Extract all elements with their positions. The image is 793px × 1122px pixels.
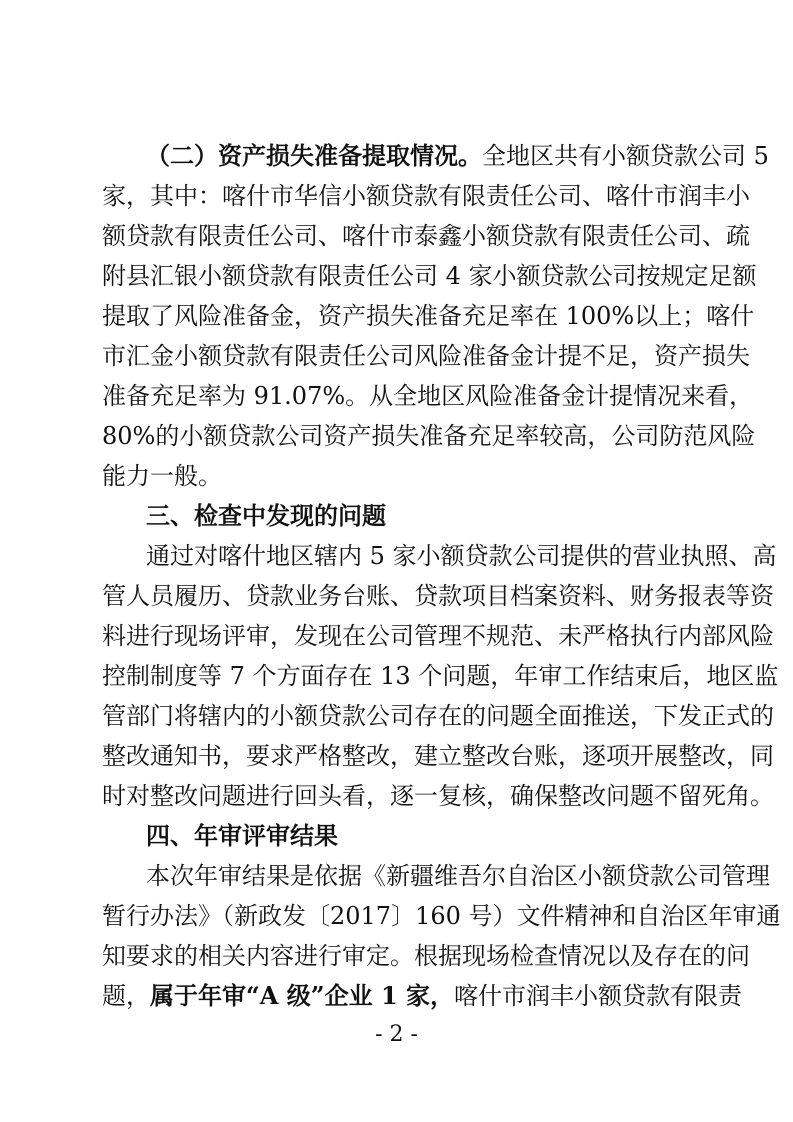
paragraph-2-line-3: 料进行现场评审，发现在公司管理不规范、未严格执行内部风险: [102, 622, 774, 650]
page-number: - 2 -: [375, 1022, 418, 1047]
paragraph-2-line-4: 控制制度等 7 个方面存在 13 个问题，年审工作结束后，地区监: [102, 662, 779, 690]
paragraph-3-line-1: 本次年审结果是依据《新疆维吾尔自治区小额贷款公司管理: [146, 862, 770, 890]
paragraph-1-line-6: 市汇金小额贷款有限责任公司风险准备金计提不足，资产损失: [102, 342, 750, 370]
paragraph-3-line-4: [102, 976, 742, 1016]
paragraph-1-line-4: 附县汇银小额贷款有限责任公司 4 家小额贷款公司按规定足额: [102, 262, 757, 290]
paragraph-1-line-5: 提取了风险准备金，资产损失准备充足率在 100%以上；喀什: [102, 302, 755, 330]
paragraph-2-line-1: 通过对喀什地区辖内 5 家小额贷款公司提供的营业执照、高: [146, 542, 777, 570]
paragraph-2-line-6: 整改通知书，要求严格整改，建立整改台账，逐项开展整改，同: [102, 742, 774, 770]
grade-a-bold-text: 属于年审“A 级”企业 1 家，: [150, 981, 454, 1010]
paragraph-1-line-2: 家，其中：喀什市华信小额贷款有限责任公司、喀什市润丰小: [102, 182, 750, 210]
paragraph-1-line-3: 额贷款有限责任公司、喀什市泰鑫小额贷款有限责任公司、疏: [102, 222, 750, 250]
paragraph-2-line-5: 管部门将辖内的小额贷款公司存在的问题全面推送，下发正式的: [102, 702, 774, 730]
paragraph-1-line-1-text: 全地区共有小额贷款公司 5: [482, 142, 769, 170]
paragraph-1-line-7: 准备充足率为 91.07%。从全地区风险准备金计提情况来看，: [102, 382, 754, 410]
paragraph-1-line-8: 80%的小额贷款公司资产损失准备充足率较高，公司防范风险: [102, 422, 756, 450]
paragraph-1-line-9: 能力一般。: [102, 462, 222, 490]
section-heading-3: 三、检查中发现的问题: [146, 502, 386, 530]
paragraph-3-line-2: 暂行办法》（新政发〔2017〕160 号）文件精神和自治区年审通: [102, 902, 781, 930]
paragraph-1-line-1: [146, 136, 769, 176]
section-lead-bold: （二）资产损失准备提取情况。: [146, 141, 482, 170]
paragraph-3-line-4-rest: 喀什市润丰小额贷款有限责: [454, 982, 742, 1010]
section-heading-4: 四、年审评审结果: [146, 822, 338, 850]
paragraph-3-line-4-start: 题，: [102, 982, 150, 1010]
paragraph-3-line-3: 知要求的相关内容进行审定。根据现场检查情况以及存在的问: [102, 942, 750, 970]
paragraph-2-line-2: 管人员履历、贷款业务台账、贷款项目档案资料、财务报表等资: [102, 582, 774, 610]
paragraph-2-line-7: 时对整改问题进行回头看，逐一复核，确保整改问题不留死角。: [102, 782, 774, 810]
